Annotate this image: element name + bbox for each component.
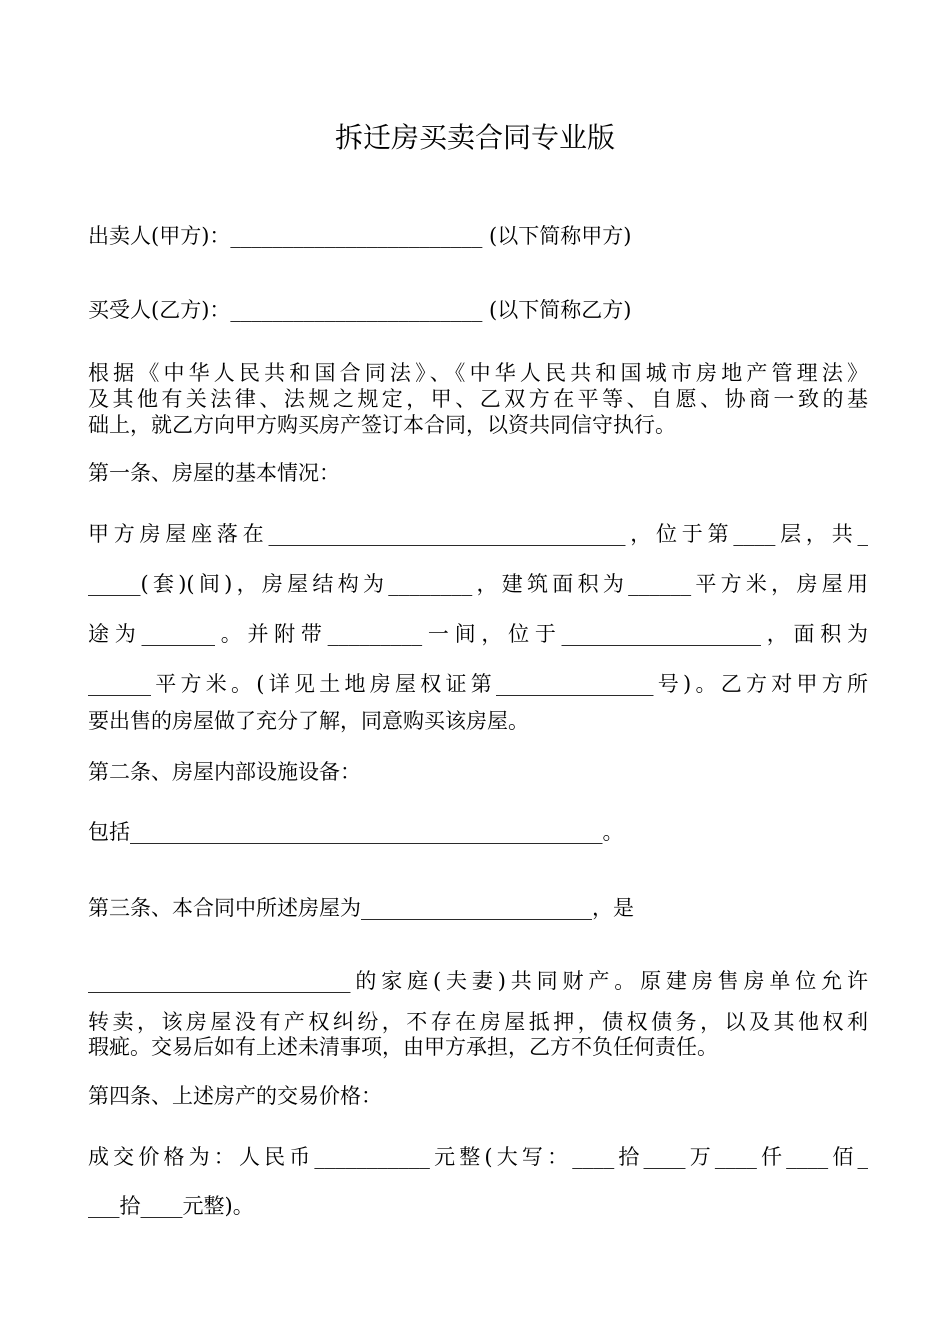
preamble-line-2: 及其他有关法律、法规之规定，甲、乙双方在平等、自愿、协商一致的基 [88, 387, 868, 411]
article-1-line-5: 要出售的房屋做了充分了解，同意购买该房屋。 [88, 709, 529, 733]
article-1-heading: 第一条、房屋的基本情况： [88, 461, 340, 485]
seller-line: 出卖人(甲方)：________________________ (以下简称甲方) [88, 224, 632, 248]
article-3-line-2: _________________________的家庭(夫妻)共同财产。原建房售房单位允许 [88, 969, 868, 993]
article-1-line-1: 甲方房屋座落在__________________________________，位于第____层，共_ [88, 522, 868, 546]
article-3-line-1: 第三条、本合同中所述房屋为______________________，是 [88, 896, 634, 920]
article-4-heading: 第四条、上述房产的交易价格： [88, 1084, 382, 1108]
article-4-line-1: 成交价格为：人民币___________元整(大写：____拾____万____仟____佰_ [88, 1145, 868, 1169]
article-3-line-4: 瑕疵。交易后如有上述未清事项，由甲方承担，乙方不负任何责任。 [88, 1035, 718, 1059]
article-2-heading: 第二条、房屋内部设施设备： [88, 760, 361, 784]
article-4-line-2: ___拾____元整)。 [88, 1194, 254, 1218]
buyer-line: 买受人(乙方)：________________________ (以下简称乙方) [88, 298, 632, 322]
article-3-line-3: 转卖，该房屋没有产权纠纷，不存在房屋抵押，债权债务，以及其他权利 [88, 1010, 868, 1034]
article-1-line-2: _____(套)(间)，房屋结构为________，建筑面积为______平方米，房屋用 [88, 572, 868, 596]
preamble-line-3: 础上，就乙方向甲方购买房产签订本合同，以资共同信守执行。 [88, 413, 676, 437]
document-title: 拆迁房买卖合同专业版 [334, 121, 615, 154]
article-1-line-4: ______平方米。(详见土地房屋权证第_______________号)。乙方对甲方所 [88, 672, 868, 696]
preamble-line-1: 根据《中华人民共和国合同法》、《中华人民共和国城市房地产管理法》 [88, 361, 868, 385]
article-1-line-3: 途为_______。并附带_________一间，位于___________________，面积为 [88, 622, 868, 646]
article-2-line-1: 包括_____________________________________________。 [88, 820, 624, 844]
